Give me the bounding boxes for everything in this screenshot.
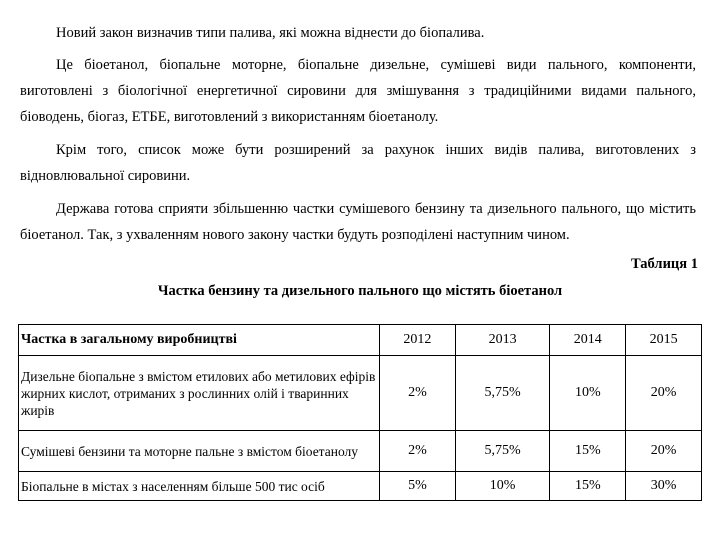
table-number: Таблиця 1 — [630, 256, 698, 272]
cell-value: 2% — [380, 431, 456, 472]
cell-value: 5% — [380, 472, 456, 501]
cell-value: 15% — [550, 431, 626, 472]
cell-value: 2% — [380, 356, 456, 431]
header-year: 2013 — [455, 325, 550, 356]
cell-value: 30% — [626, 472, 702, 501]
table-title: Частка бензину та дизельного пального що містять біоетанол — [157, 283, 563, 299]
cell-value: 10% — [550, 356, 626, 431]
cell-value: 5,75% — [455, 431, 550, 472]
table-row — [19, 356, 702, 431]
paragraph-3: Крім того, список може бути розширений за рахунок інших видів палива, виготовлених з відновлювальної сировини. — [20, 142, 696, 184]
header-label: Частка в загальному виробництві — [19, 325, 380, 356]
cell-value: 20% — [626, 356, 702, 431]
header-year: 2015 — [626, 325, 702, 356]
cell-value: 5,75% — [455, 356, 550, 431]
table-header-row — [19, 325, 702, 356]
row-label: Дизельне біопальне з вмістом етилових або метилових ефірів жирних кислот, отриманих з рослинних олій і тваринних жирів — [19, 356, 380, 431]
row-label: Біопальне в містах з населенням більше 500 тис осіб — [19, 472, 380, 501]
header-year: 2014 — [550, 325, 626, 356]
header-year: 2012 — [380, 325, 456, 356]
paragraph-1: Новий закон визначив типи палива, які можна віднести до біопалива. — [56, 25, 485, 41]
table-row — [19, 431, 702, 472]
cell-value: 10% — [455, 472, 550, 501]
cell-value: 15% — [550, 472, 626, 501]
paragraph-2: Це біоетанол, біопальне моторне, біопальне дизельне, сумішеві види пального, компоненти, виготовлені з біологічної енергетичної сировини для змішування з традиційними видами пального, біоводень, біогаз, ЕТБЕ, виготовлений з використанням біоетанолу. — [20, 57, 696, 125]
cell-value: 20% — [626, 431, 702, 472]
paragraph-4: Держава готова сприяти збільшенню частки сумішевого бензину та дизельного пального, що містить біоетанол. Так, з ухваленням нового закону частки будуть розподілені наступним чином. — [20, 201, 696, 243]
row-label: Сумішеві бензини та моторне пальне з вмістом біоетанолу — [19, 431, 380, 472]
table-row — [19, 472, 702, 501]
biofuel-share-table — [18, 324, 702, 501]
